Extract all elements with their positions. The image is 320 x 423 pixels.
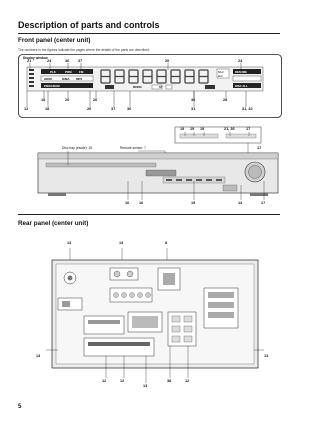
callout-number: 19 — [180, 127, 185, 131]
callout-number: 18 — [41, 98, 46, 102]
lcd-fm-text: FM — [79, 70, 84, 74]
page-title: Description of parts and controls — [18, 20, 160, 30]
callout-number: 31, 32 — [242, 107, 253, 111]
callout-number: 24 — [47, 59, 52, 63]
callout-number: 12 — [185, 379, 190, 383]
callout-number: 18 — [45, 107, 50, 111]
callout-number: 30 — [191, 98, 196, 102]
callout-number: 21, 36 — [224, 127, 235, 131]
callout-number: 13 — [238, 201, 243, 205]
page-number: 5 — [18, 404, 22, 410]
callout-number: 8 — [165, 241, 168, 245]
callout-number: 16 — [125, 201, 130, 205]
lcd-resume-text: RESUME — [235, 70, 247, 74]
lcd-mono-text: MONO — [133, 85, 142, 89]
callout-number: 17 — [246, 127, 251, 131]
callout-number: 19 — [191, 201, 196, 205]
callout-number: 19 — [190, 127, 195, 131]
callout-number: 16 — [139, 201, 144, 205]
title-rule — [18, 33, 280, 34]
callout-number: 37 — [111, 107, 116, 111]
disc-tray-label: Disc tray (inside): 18 — [62, 146, 93, 150]
callout-number: 36 — [65, 59, 70, 63]
callout-number: 24 — [238, 59, 243, 63]
callout-number: 13 — [36, 354, 41, 358]
rear-panel-heading: Rear panel (center unit) — [18, 220, 89, 227]
callout-number: 37 — [78, 59, 83, 63]
callout-number: 12 — [120, 379, 125, 383]
callout-number: 17 — [261, 201, 266, 205]
callout-number: 19 — [200, 127, 205, 131]
lcd-st-text: ST — [159, 85, 163, 89]
front-panel-heading: Front panel (center unit) — [18, 37, 91, 44]
callout-number: 28 — [223, 98, 228, 102]
callout-number: 21 — [27, 59, 32, 63]
callout-number: 12 — [24, 107, 29, 111]
callout-number: 20 — [165, 59, 170, 63]
callout-number: 26 — [93, 98, 98, 102]
callout-number: 13 — [143, 384, 148, 388]
lcd-disc-all-text: DISC ALL — [235, 84, 248, 88]
rear-panel-drawing — [18, 238, 282, 398]
callout-number: 13 — [119, 241, 124, 245]
callout-number: 31 — [191, 107, 196, 111]
callout-number: 13 — [264, 354, 269, 358]
lcd-pl-text: PLII — [50, 70, 56, 74]
lcd-mhz-text: MHz — [218, 70, 224, 74]
section-rule — [18, 214, 280, 215]
display-window-label: Display window — [23, 56, 48, 60]
lcd-program-text: PROGRAM — [44, 84, 60, 88]
callout-number: 12 — [102, 379, 107, 383]
lcd-khz-text: kHz — [218, 74, 223, 78]
front-panel-figure — [18, 125, 282, 207]
callout-number: 38 — [167, 379, 172, 383]
remote-sensor-label: Remote sensor: 7 — [120, 146, 147, 150]
callout-number: 36 — [127, 107, 132, 111]
lcd-wma-text: WMA — [62, 77, 70, 81]
callout-number: 17 — [257, 146, 262, 150]
display-window-figure — [18, 54, 282, 118]
lcd-prm-text: PRM — [65, 70, 72, 74]
intro-text: The numbers in the figures indicate the pages where the details of the parts are described. — [18, 48, 150, 52]
callout-number: 20 — [65, 98, 70, 102]
lcd-hdmi-text: HDMI — [44, 77, 52, 81]
callout-number: 13 — [67, 241, 72, 245]
lcd-mp3-text: MP3 — [76, 77, 83, 81]
callout-number: 20 — [87, 107, 92, 111]
front-panel-drawing — [18, 125, 282, 207]
rear-panel-figure — [18, 238, 282, 398]
